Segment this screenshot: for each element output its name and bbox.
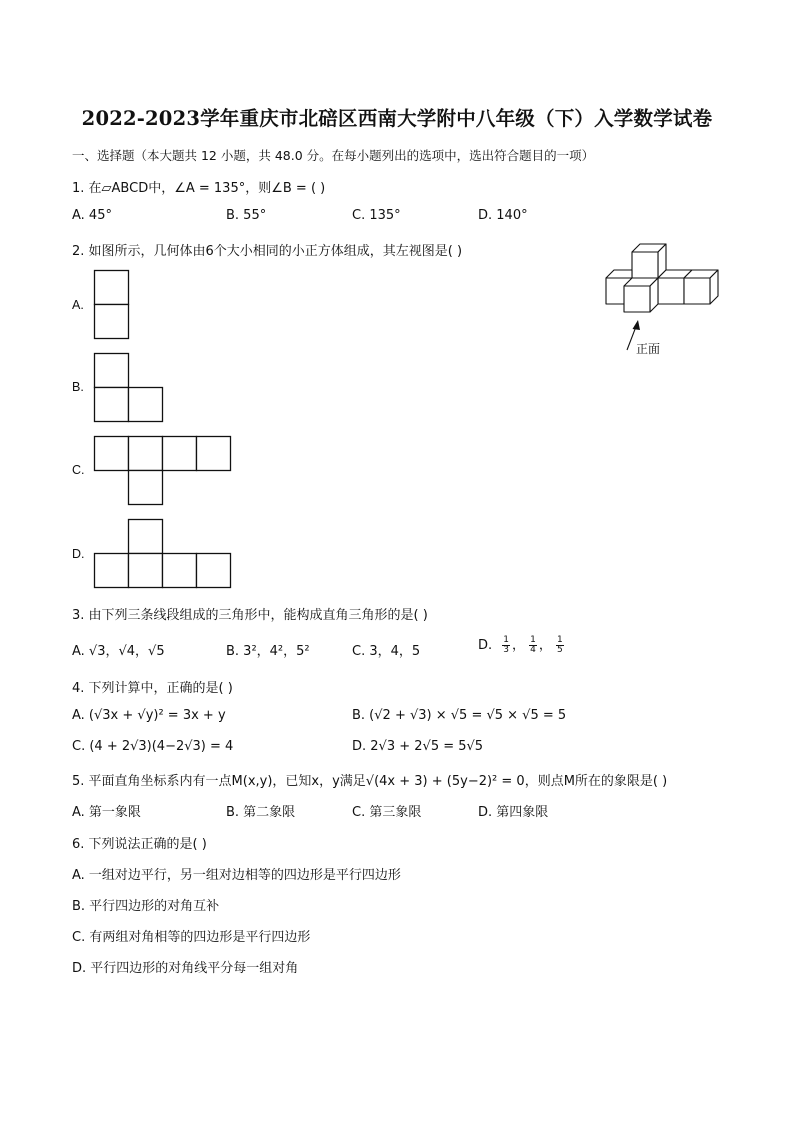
q1-option-a: A. 45° [72, 208, 112, 223]
question-1-stem: 1. 在▱ABCD中，∠A = 135°，则∠B = ( ) [72, 181, 326, 196]
question-2-stem: 2. 如图所示，几何体由6个大小相同的小正方体组成，其左视图是( ) [72, 244, 463, 259]
q2-cube-figure [600, 238, 730, 358]
q1-option-b: B. 55° [226, 208, 267, 223]
q6-option-b: B. 平行四边形的对角互补 [72, 899, 220, 914]
q2-option-b-label: B. [72, 380, 84, 394]
q2-option-a-figure [94, 270, 130, 340]
question-4-stem: 4. 下列计算中，正确的是( ) [72, 681, 233, 696]
fraction-one-third: $\frac{1}{3}$ [503, 635, 510, 655]
q5-option-a: A. 第一象限 [72, 805, 141, 820]
q4-option-d: D. 2√3 + 2√5 = 5√5 [352, 739, 484, 754]
question-6-stem: 6. 下列说法正确的是( ) [72, 837, 207, 852]
page-title: 2022-2023学年重庆市北碚区西南大学附中八年级（下）入学数学试卷 [81, 107, 713, 130]
q3-option-b: B. 3²，4²，5² [226, 644, 310, 659]
q2-option-a-label: A. [72, 298, 84, 312]
q5-option-b: B. 第二象限 [226, 805, 296, 820]
question-5-stem: 5. 平面直角坐标系内有一点M(x,y)，已知x，y满足√(4x + 3) + (5y−2)² = 0，则点M所在的象限是( ) [72, 774, 668, 789]
fraction-one-fifth: $\frac{1}{5}$ [557, 635, 563, 655]
q2-option-b-figure [94, 353, 164, 423]
front-view-label: 正面 [636, 342, 661, 356]
fraction-one-fourth: $\frac{1}{4}$ [530, 635, 536, 655]
q3-option-d: D. $\frac{1}{3}$ ， $\frac{1}{4}$ ， $\frac{1}{5}$ [478, 635, 563, 655]
question-3-stem: 3. 由下列三条线段组成的三角形中，能构成直角三角形的是( ) [72, 608, 428, 623]
q1-option-d: D. 140° [478, 208, 528, 223]
q6-option-c: C. 有两组对角相等的四边形是平行四边形 [72, 930, 311, 945]
q2-option-d-figure [94, 519, 234, 589]
q4-option-a: A. (√3x + √y)² = 3x + y [72, 708, 226, 723]
q4-option-b: B. (√2 + √3) × √5 = √5 × √5 = 5 [352, 708, 567, 723]
q6-option-d: D. 平行四边形的对角线平分每一组对角 [72, 961, 299, 976]
q3-option-a: A. √3，√4，√5 [72, 644, 165, 659]
q2-option-d-label: D. [72, 547, 85, 561]
q5-option-d: D. 第四象限 [478, 805, 549, 820]
q4-option-c: C. (4 + 2√3)(4−2√3) = 4 [72, 739, 234, 754]
q5-option-c: C. 第三象限 [352, 805, 422, 820]
q6-option-a: A. 一组对边平行，另一组对边相等的四边形是平行四边形 [72, 868, 401, 883]
q2-option-c-label: C. [72, 463, 85, 477]
q2-option-c-figure [94, 436, 234, 506]
q1-option-c: C. 135° [352, 208, 401, 223]
section-heading: 一、选择题（本大题共 12 小题，共 48.0 分。在每小题列出的选项中，选出符合题目的一项） [72, 148, 595, 163]
q3-option-c: C. 3，4，5 [352, 644, 421, 659]
q3-option-d-letter: D. [478, 638, 493, 653]
